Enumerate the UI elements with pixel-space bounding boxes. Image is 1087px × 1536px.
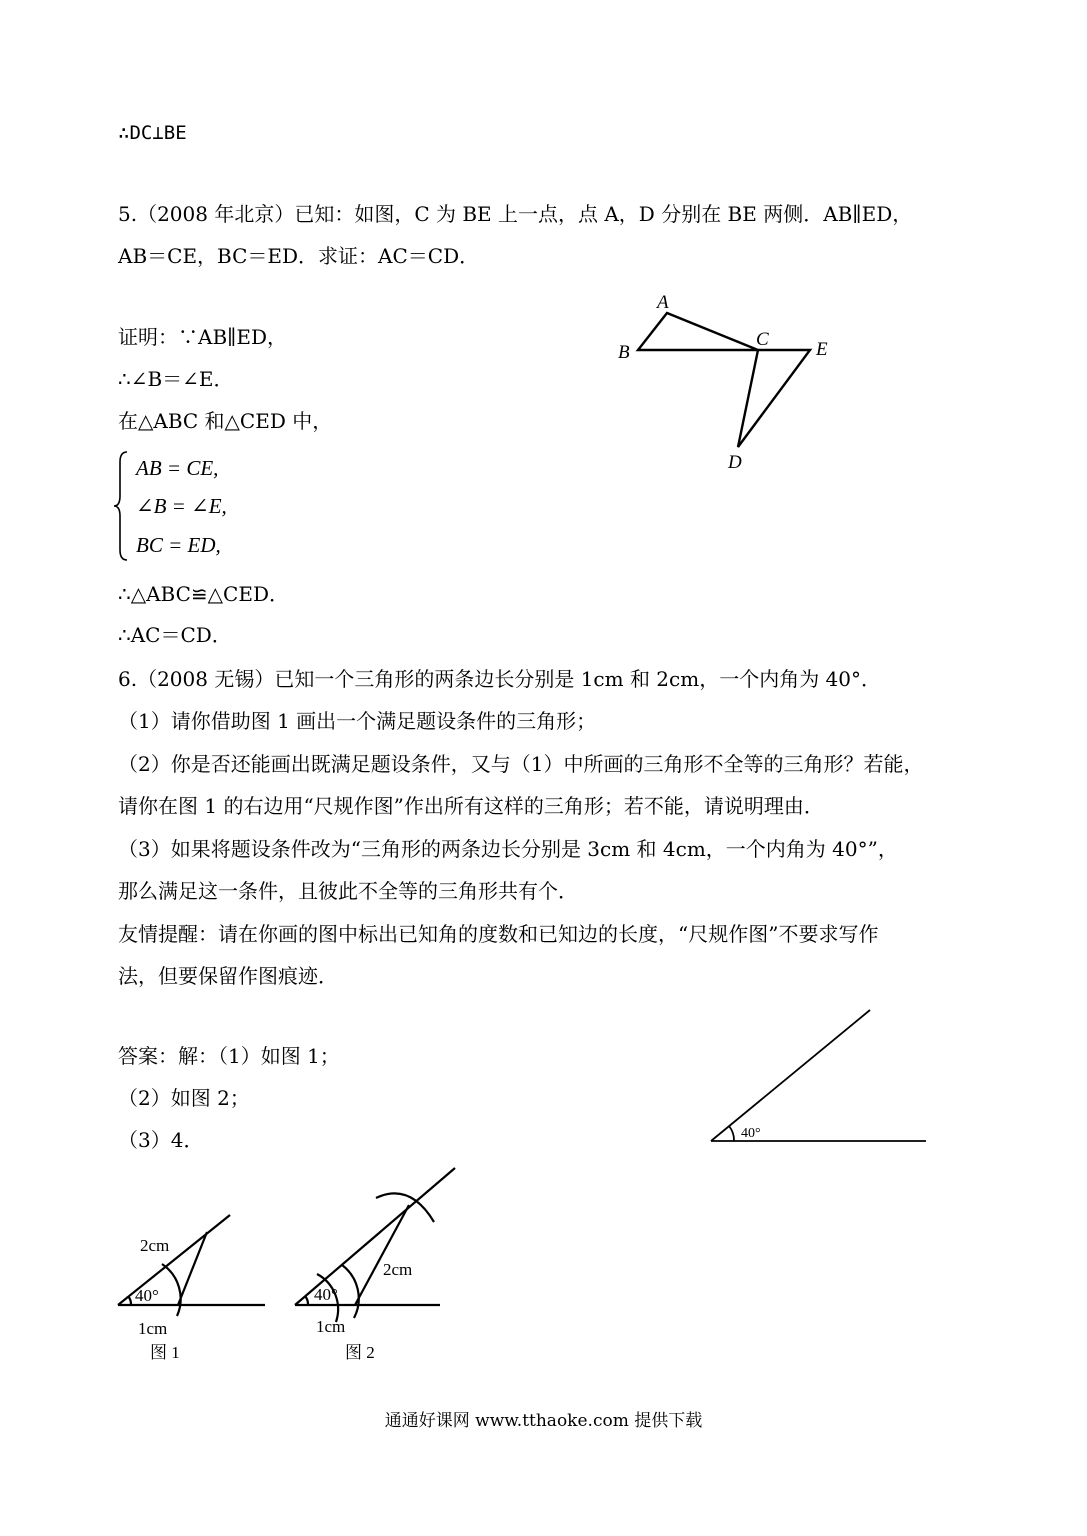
answer-line-1: 答案：解：（1）如图 1； <box>118 1044 340 1068</box>
problem-5-statement: 5.（2008 年北京）已知：如图，C 为 BE 上一点，点 A，D 分别在 BE 两侧．AB∥ED， <box>118 202 913 226</box>
tip-line-cont: 法，但要保留作图痕迹． <box>118 964 338 988</box>
problem-6-part-2: （2）你是否还能画出既满足题设条件，又与（1）中所画的三角形不全等的三角形？若能， <box>118 752 924 776</box>
label-A: A <box>657 292 669 313</box>
system-eq-1: AB = CE, <box>136 456 219 480</box>
problem-6-part-3-cont: 那么满足这一条件，且彼此不全等的三角形共有个． <box>118 879 578 903</box>
label-B: B <box>618 342 630 363</box>
proof-line-3: 在△ABC 和△CED 中， <box>118 409 333 433</box>
system-eq-2: ∠B = ∠E, <box>136 494 227 518</box>
figure-1 <box>110 1200 280 1375</box>
fig2-angle: 40° <box>314 1285 338 1304</box>
proof-line-1: 证明：∵AB∥ED， <box>118 325 288 349</box>
fig1-side-short: 1cm <box>138 1319 168 1338</box>
problem-6-part-1: （1）请你借助图 1 画出一个满足题设条件的三角形； <box>118 709 597 733</box>
problem-6-part-3: （3）如果将题设条件改为“三角形的两条边长分别是 3cm 和 4cm，一个内角为 40°”， <box>118 837 898 861</box>
fig2-side-short: 1cm <box>316 1317 346 1336</box>
angle-figure <box>700 1000 940 1150</box>
problem-5-statement-cont: AB＝CE，BC＝ED．求证：AC＝CD． <box>118 244 480 268</box>
answer-line-2: （2）如图 2； <box>118 1086 250 1110</box>
proof-line-4: ∴△ABC≌△CED． <box>118 582 289 606</box>
fig2-caption: 图 2 <box>345 1343 375 1362</box>
proof-line-2: ∴∠B＝∠E． <box>118 367 234 391</box>
problem-6-part-2-cont: 请你在图 1 的右边用“尺规作图”作出所有这样的三角形；若不能，请说明理由． <box>118 794 824 818</box>
proof-line-5: ∴AC＝CD． <box>118 623 232 647</box>
tip-line: 友情提醒：请在你画的图中标出已知角的度数和已知边的长度，“尺规作图”不要求写作 <box>118 922 879 946</box>
system-eq-3: BC = ED, <box>136 533 221 557</box>
triangles-figure <box>600 285 860 480</box>
label-C: C <box>756 329 769 350</box>
label-E: E <box>816 339 828 360</box>
conclusion-line: ∴DC⊥BE <box>118 122 187 144</box>
angle-label: 40° <box>741 1126 761 1141</box>
page-footer: 通通好课网 www.tthaoke.com 提供下载 <box>384 1411 703 1431</box>
figure-2 <box>285 1160 475 1375</box>
problem-6-statement: 6.（2008 无锡）已知一个三角形的两条边长分别是 1cm 和 2cm，一个内角为 40°． <box>118 667 881 691</box>
fig1-caption: 图 1 <box>150 1343 180 1362</box>
answer-line-3: （3）4． <box>118 1128 204 1152</box>
system-brace <box>112 450 130 562</box>
fig1-side-long: 2cm <box>140 1236 170 1255</box>
label-D: D <box>728 452 742 473</box>
fig2-side-long: 2cm <box>383 1260 413 1279</box>
fig1-angle: 40° <box>135 1286 159 1305</box>
